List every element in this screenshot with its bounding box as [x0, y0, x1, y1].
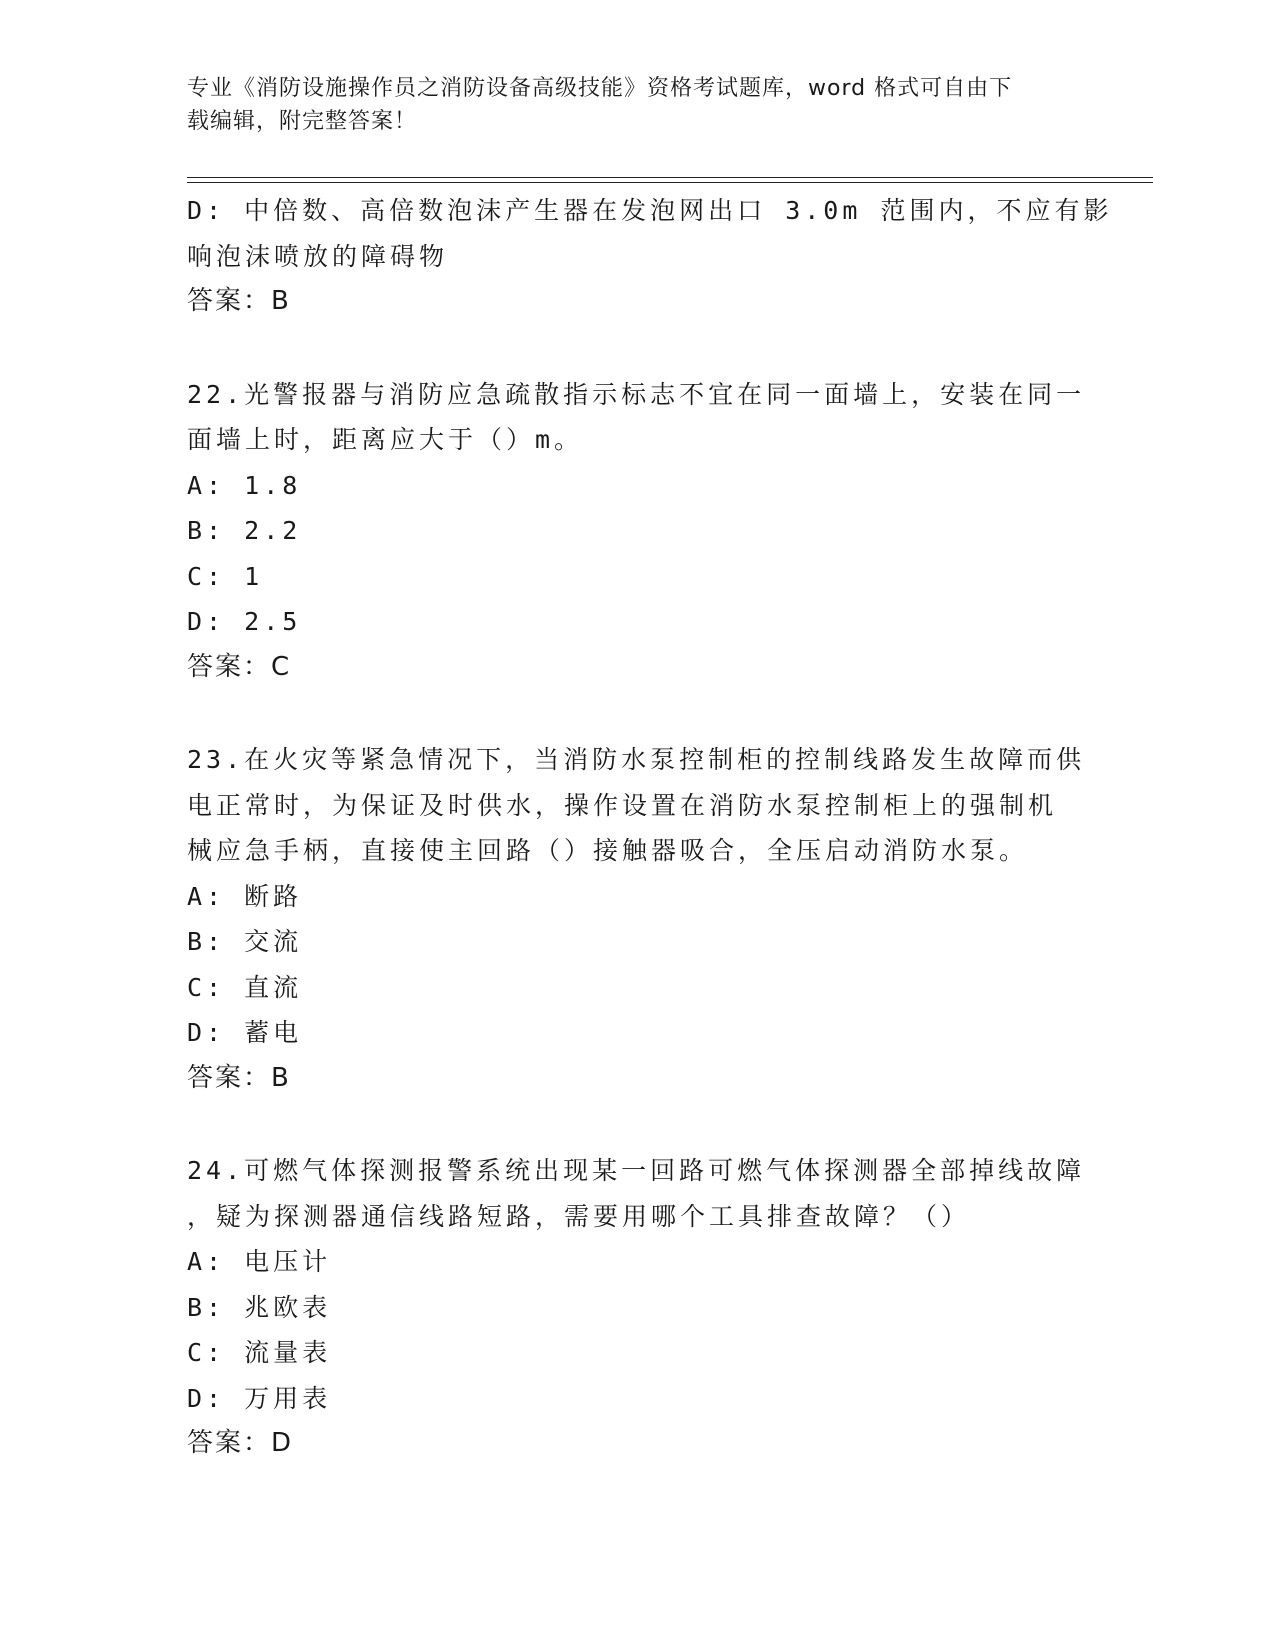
document-header	[187, 72, 1087, 138]
answer-value: B	[271, 1062, 291, 1093]
question-stem-line: 面墙上时，距离应大于（）m。	[187, 425, 584, 454]
question-stem-line: 械应急手柄，直接使主回路（）接触器吸合，全压启动消防水泵。	[187, 836, 1029, 865]
question-stem-line: 22.光警报器与消防应急疏散指示标志不宜在同一面墙上，安装在同一	[187, 379, 1086, 409]
answer-line	[187, 1056, 1087, 1102]
previous-question-tail	[187, 188, 1113, 325]
option-b: B: 2.2	[187, 516, 302, 545]
header-line-1: 专业《消防设施操作员之消防设备高级技能》资格考试题库，word 格式可自由下	[187, 76, 1013, 101]
answer-value: B	[271, 286, 291, 316]
option-d: D: 中倍数、高倍数泡沫产生器在发泡网出口 3.0m 范围内，不应有影	[187, 196, 1113, 225]
option-d-continued: 响泡沫喷放的障碍物	[187, 241, 449, 271]
header-divider-bottom	[187, 182, 1153, 183]
option-b: B: 交流	[187, 927, 303, 956]
answer-line	[187, 1421, 1087, 1467]
question-23	[187, 737, 1087, 1101]
question-stem-line: 24.可燃气体探测报警系统出现某一回路可燃气体探测器全部掉线故障	[187, 1156, 1086, 1185]
option-d: D: 万用表	[187, 1383, 332, 1413]
answer-line	[187, 645, 1087, 691]
option-d: D: 2.5	[187, 607, 302, 636]
option-c: C: 1	[187, 561, 264, 591]
answer-label: 答案：	[187, 651, 272, 682]
header-divider-top	[187, 177, 1153, 178]
answer-line	[187, 279, 1087, 325]
option-a: A: 断路	[187, 881, 303, 911]
answer-label: 答案：	[187, 286, 272, 316]
question-stem-line: ，疑为探测器通信线路短路，需要用哪个工具排查故障？（）	[187, 1201, 971, 1231]
question-list	[187, 188, 1113, 1467]
option-a: A: 1.8	[187, 470, 302, 500]
question-stem-line: 23.在火灾等紧急情况下，当消防水泵控制柜的控制线路发生故障而供	[187, 745, 1086, 774]
answer-value: D	[271, 1428, 294, 1458]
option-c: C: 流量表	[187, 1338, 332, 1367]
option-c: C: 直流	[187, 972, 303, 1002]
option-d: D: 蓄电	[187, 1018, 303, 1047]
header-line-2: 载编辑，附完整答案！	[187, 109, 418, 134]
answer-label: 答案：	[187, 1428, 272, 1458]
answer-label: 答案：	[187, 1062, 272, 1093]
option-b: B: 兆欧表	[187, 1292, 332, 1322]
option-a: A: 电压计	[187, 1247, 332, 1276]
answer-value: C	[271, 651, 292, 682]
question-stem-line: 电正常时，为保证及时供水，操作设置在消防水泵控制柜上的强制机	[187, 790, 1058, 820]
question-22	[187, 372, 1087, 691]
question-24	[187, 1148, 1087, 1467]
